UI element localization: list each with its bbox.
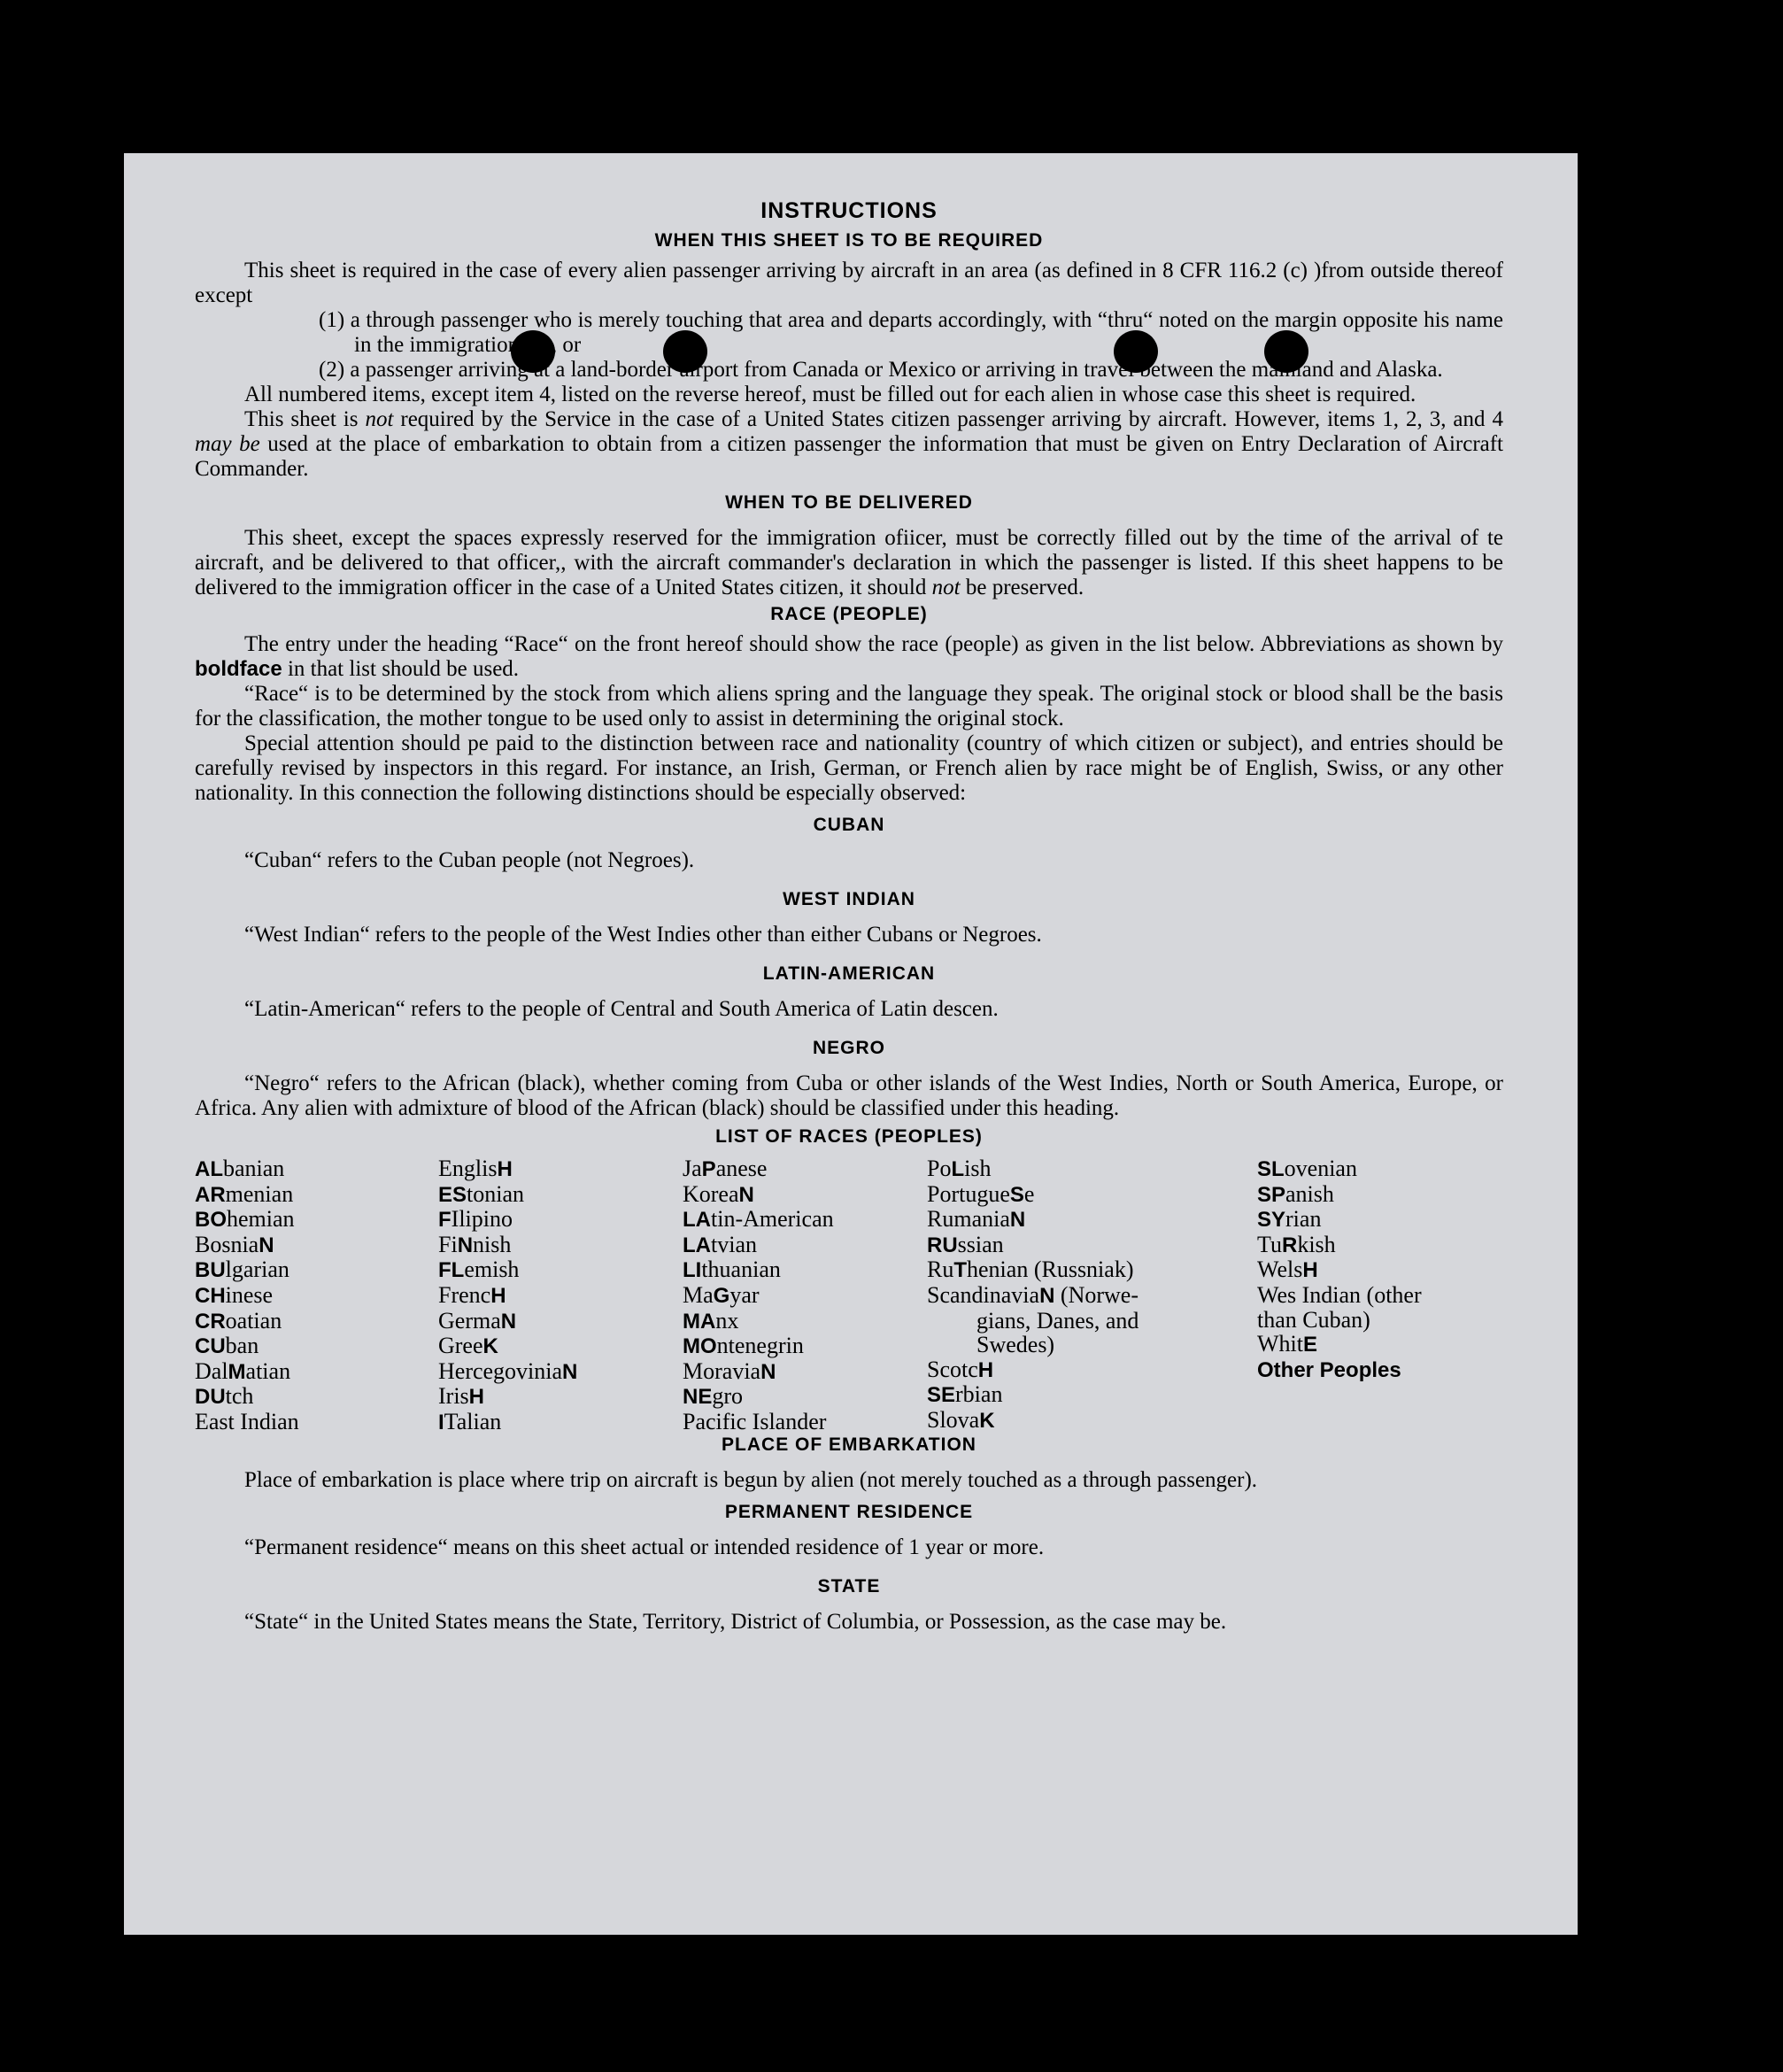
race-entry: FIlipino — [438, 1206, 513, 1233]
race-entry: BosniaN — [195, 1231, 274, 1257]
race-entry: SPanish — [1257, 1180, 1334, 1207]
races-column — [438, 1156, 577, 1435]
race-entry: LAtin-American — [683, 1206, 834, 1233]
race-entry: FiNnish — [438, 1231, 512, 1257]
section-heading: NEGRO — [812, 1038, 885, 1058]
race-entry: BUlgarian — [195, 1256, 289, 1283]
emphasis: not — [931, 576, 961, 599]
race-entry: BOhemian — [195, 1206, 295, 1233]
race-entry: TuRkish — [1257, 1231, 1336, 1257]
race-entry: SYrian — [1257, 1206, 1322, 1233]
paragraph: “Negro“ refers to the African (black), whether coming from Cuba or other islands of the West Indies, North or South America, Europe, or Africa. Any alien with admixture of blood of the African (black) should be classified under this heading. — [195, 1071, 1503, 1120]
race-entry: WhitE — [1257, 1331, 1318, 1357]
section-heading: WHEN THIS SHEET IS TO BE REQUIRED — [654, 230, 1044, 251]
section-heading: RACE (PEOPLE) — [770, 604, 928, 624]
race-entry: ScandinaviaN (Norwe- — [927, 1281, 1138, 1308]
race-entry: Other Peoples — [1257, 1357, 1401, 1382]
race-entry: KoreaN — [683, 1180, 754, 1207]
paragraph: “Race“ is to be determined by the stock from which aliens spring and the language they speak. The original stock or blood shall be the basis for the classification, the mother tongue to be used only to assist in determining the original stock. — [195, 682, 1503, 731]
race-entry: GermaN — [438, 1307, 517, 1334]
races-column — [1257, 1156, 1503, 1382]
race-entry: Wes Indian (other — [1257, 1281, 1422, 1308]
race-entry: IrisH — [438, 1383, 485, 1410]
race-entry: GreeK — [438, 1333, 498, 1359]
race-entry: MoraviaN — [683, 1357, 776, 1384]
race-entry: EStonian — [438, 1180, 525, 1207]
race-entry: LAtvian — [683, 1231, 757, 1257]
paragraph: This sheet is not required by the Service in the case of a United States citizen passenger arriving by aircraft. However, items 1, 2, 3, and 4 may be used at the place of embarkation to obtain from a citizen passenger the information that must be given on Entry Declaration of Aircraft Commander. — [195, 407, 1504, 481]
paragraph: “Cuban“ refers to the Cuban people (not Negroes). — [244, 848, 695, 872]
race-entry: East Indian — [195, 1408, 299, 1434]
races-column — [927, 1156, 1138, 1434]
paragraph: Place of embarkation is place where trip on aircraft is begun by alien (not merely touched as a through passenger). — [244, 1468, 1258, 1492]
race-entry: WelsH — [1257, 1256, 1318, 1283]
paragraph: “West Indian“ refers to the people of the West Indies other than either Cubans or Negroes. — [244, 923, 1042, 947]
paragraph: “Latin-American“ refers to the people of Central and South America of Latin descen. — [244, 997, 999, 1021]
emphasis: not — [365, 407, 394, 431]
race-entry: RuThenian (Russniak) — [927, 1256, 1134, 1283]
paragraph: All numbered items, except item 4, listed on the reverse hereof, must be filled out for each alien in whose case this sheet is required. — [244, 383, 1416, 406]
race-entry: NEgro — [683, 1383, 744, 1410]
paragraph: “Permanent residence“ means on this sheet actual or intended residence of 1 year or more. — [244, 1535, 1045, 1559]
race-entry: HercegoviniaN — [438, 1357, 578, 1384]
races-column — [683, 1156, 834, 1434]
race-entry: RUssian — [927, 1231, 1004, 1257]
races-column — [195, 1156, 299, 1434]
list-item: (2) a passenger arriving at a land-border airport from Canada or Mexico or arriving in travel between the mainland and Alaska. — [319, 358, 1443, 382]
race-entry: PortugueSe — [927, 1180, 1035, 1207]
emphasis: may be — [195, 432, 260, 456]
race-entry: FLemish — [438, 1256, 520, 1283]
race-entry: ScotcH — [927, 1356, 994, 1382]
race-entry: ALbanian — [195, 1156, 285, 1181]
section-heading: PLACE OF EMBARKATION — [722, 1434, 976, 1455]
document-body — [195, 198, 1503, 1635]
race-entry: SLovenian — [1257, 1156, 1357, 1181]
emphasis: boldface — [195, 657, 282, 681]
section-heading: LIST OF RACES (PEOPLES) — [715, 1126, 983, 1147]
race-entry: Swedes) — [976, 1332, 1055, 1358]
section-heading: STATE — [817, 1576, 881, 1597]
race-entry: DalMatian — [195, 1357, 291, 1384]
paragraph: This sheet, except the spaces expressly reserved for the immigration ofiicer, must be correctly filled out by the time of the arrival of te aircraft, and be delivered to that officer,, with the aircraft commander's declaration in which the passenger is listed. If this sheet happens to be delivered to the immigration officer in the case of a United States citizen, it should not be preserved. — [195, 526, 1503, 599]
race-entry: than Cuban) — [1257, 1306, 1370, 1333]
race-entry: MaGyar — [683, 1281, 760, 1308]
race-entry: CRoatian — [195, 1307, 282, 1334]
race-entry: Pacific Islander — [683, 1408, 827, 1434]
section-heading: LATIN-AMERICAN — [762, 963, 936, 984]
paragraph: Special attention should pe paid to the distinction between race and nationality (country of which citizen or subject), and entries should be carefully revised by inspectors in this regard. For instance, an Irish, German, or French alien by race might be of English, Swiss, or any other nationality. In this connection the following distinctions should be especially observed: — [195, 731, 1503, 805]
race-entry: MOntenegrin — [683, 1333, 804, 1359]
paragraph: The entry under the heading “Race“ on the front hereof should show the race (people) as given in the list below. Abbreviations as shown by boldface in that list should be used. — [195, 632, 1503, 681]
race-entry: gians, Danes, and — [976, 1307, 1139, 1334]
race-entry: SlovaK — [927, 1406, 995, 1433]
race-entry: CUban — [195, 1333, 259, 1359]
section-heading: WEST INDIAN — [783, 889, 915, 909]
race-entry: ITalian — [438, 1408, 502, 1434]
section-heading: WHEN TO BE DELIVERED — [725, 492, 973, 513]
race-entry: EnglisH — [438, 1156, 513, 1181]
list-item: (1) a through passenger who is merely touching that area and departs accordingly, with “thru“ noted on the margin opposite his name in the immigration list, or — [319, 308, 1503, 357]
race-entry: RumaniaN — [927, 1206, 1026, 1233]
race-entry: FrencH — [438, 1281, 506, 1308]
race-entry: PoLish — [927, 1156, 992, 1181]
race-entry: CHinese — [195, 1281, 274, 1308]
section-heading: CUBAN — [813, 815, 885, 835]
races-list — [195, 1156, 1503, 1434]
paragraph: This sheet is required in the case of every alien passenger arriving by aircraft in an area (as defined in 8 CFR 116.2 (c) )from outside thereof except — [195, 259, 1503, 307]
section-heading: PERMANENT RESIDENCE — [724, 1502, 974, 1522]
race-entry: LIthuanian — [683, 1256, 781, 1283]
paragraph: “State“ in the United States means the State, Territory, District of Columbia, or Possession, as the case may be. — [244, 1610, 1227, 1634]
race-entry: DUtch — [195, 1383, 254, 1410]
race-entry: SErbian — [927, 1381, 1003, 1408]
race-entry: ARmenian — [195, 1180, 294, 1207]
race-entry: JaPanese — [683, 1156, 768, 1181]
page-title: INSTRUCTIONS — [760, 198, 938, 223]
race-entry: MAnx — [683, 1307, 739, 1334]
